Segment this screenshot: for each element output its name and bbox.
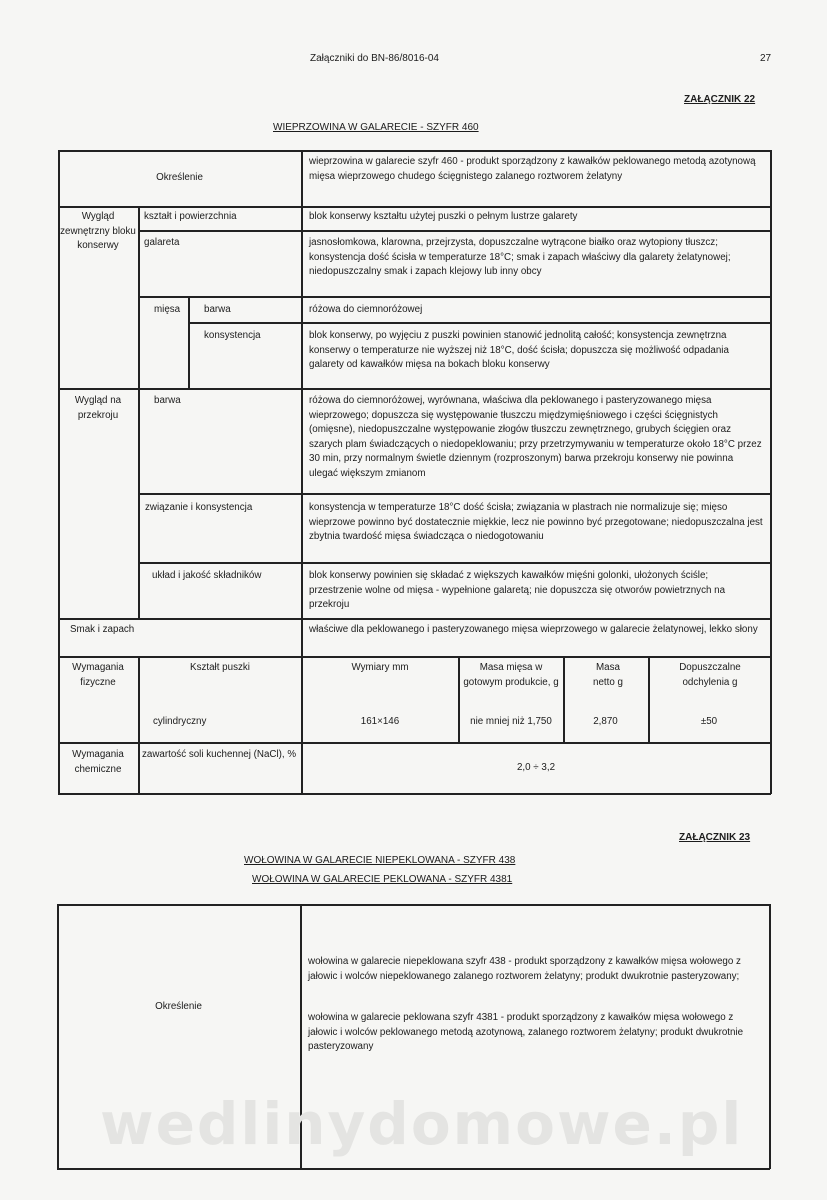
colour-text: różowa do ciemnoróżowej <box>309 304 423 315</box>
physical-cell-meat-mass: nie mniej niż 1,750 <box>470 716 552 727</box>
definition-label: Określenie <box>156 172 203 183</box>
shape-label: kształt i powierzchnia <box>144 211 237 222</box>
watermark: wedlinydomowe.pl <box>100 1090 744 1158</box>
annex-22-table <box>58 150 771 794</box>
consistency-text: blok konserwy, po wyjęciu z puszki powinien stanowić jednolitą całość; konsystencja zewnętrzna konserwy o temperaturze nie wyższej niż 18°C, dość ścisła; dopuszcza się możliwość odpadania galarety od kawałków mięsa na bokach bloku konserwy <box>309 330 729 370</box>
taste-text: właściwe dla peklowanego i pasteryzowanego mięsa wieprzowego w galarecie żelatynowej, lekko słony <box>309 624 758 635</box>
physical-cell-dimensions: 161×146 <box>360 716 400 727</box>
physical-header-shape: Kształt puszki <box>190 662 250 673</box>
consistency-label: konsystencja <box>204 330 261 341</box>
layout-label: układ i jakość składników <box>152 570 262 581</box>
document-reference: Załączniki do BN-86/8016-04 <box>310 53 439 64</box>
physical-cell-tolerance: ±50 <box>700 716 718 727</box>
definition-text: wieprzowina w galarecie szyfr 460 - produkt sporządzony z kawałków peklowanego metodą azotynową mięsa wieprzowego chudego ścięgnistego zalanego roztworem żelatyny <box>309 156 756 182</box>
annex-23-title-2: WOŁOWINA W GALARECIE PEKLOWANA - SZYFR 4381 <box>252 874 513 885</box>
annex-23-definition-p2: wołowina w galarecie peklowana szyfr 4381 - produkt sporządzony z kawałków mięsa wołowego z jałowic i wolców peklowanego metodą azotynową, zalanego roztworem żelatyny; produkt dwukrotnie pasteryzowany <box>308 1012 744 1052</box>
annex-23-definition-label: Określenie <box>155 1001 202 1012</box>
layout-text: blok konserwy powinien się składać z większych kawałków mięśni golonki, ułożonych ściśle; przestrzenie wolne od mięsa - wypełnione galaretą; nie dopuszcza się otworów powietrznych na przekroju <box>309 570 726 610</box>
cross-colour-text: różowa do ciemnoróżowej, wyrównana, właściwa dla peklowanego i pasteryzowanego mięsa wieprzowego; dopuszcza się występowanie tłuszczu międzymięśniowego i części ścięgnistych (omięsne), niedopuszczalne występowanie złogów tłuszczu zewnętrznego, grubych ścięgien oraz szarych plam świadczących o niedopeklowaniu; przy przetrzymywaniu w temperaturze około 18°C przez 30 min, przy normalnym świetle dziennym (rozproszonym) barwa przekroju konserwy nie powinna ulegać większym zmianom <box>309 395 762 479</box>
physical-header-dimensions: Wymiary mm <box>351 662 409 673</box>
annex-23-definition-p1: wołowina w galarecie niepeklowana szyfr 438 - produkt sporządzony z kawałków mięsa wołowego z jałowic i wolców niepeklowanego zalanego roztworem żelatyny; produkt dwukrotnie pasteryzowany; <box>308 956 741 982</box>
shape-text: blok konserwy kształtu użytej puszki o pełnym lustrze galarety <box>309 211 578 222</box>
chemical-label: Wymagania chemiczne <box>72 749 124 775</box>
chemical-param: zawartość soli kuchennej (NaCl), % <box>142 749 297 760</box>
annex-22-title: WIEPRZOWINA W GALARECIE - SZYFR 460 <box>273 122 479 133</box>
jelly-text: jasnosłomkowa, klarowna, przejrzysta, dopuszczalne wytrącone białko oraz wytopiony tłuszcz; konsystencja dość ścisła w temperaturze 18°C; smak i zapach właściwy dla galarety żelatynowej; niedopuszczalny smak i zapach klejowy lub inny obcy <box>309 237 731 277</box>
annex-22-label: ZAŁĄCZNIK 22 <box>684 94 756 105</box>
cross-section-label: Wygląd na przekroju <box>74 395 122 421</box>
binding-text: konsystencja w temperaturze 18°C dość ścisła; związania w plastrach nie normalizuje się; mięso wieprzowe powinno być dostatecznie miękkie, lecz nie powinno być przegotowane; niedopuszczalna jest zbytnia twardość mięsa świadcząca o niedogotowaniu <box>309 502 763 542</box>
physical-cell-shape: cylindryczny <box>153 716 207 727</box>
physical-cell-net-mass: 2,870 <box>593 716 618 727</box>
colour-label: barwa <box>204 304 231 315</box>
physical-header-meat-mass: Masa mięsa w gotowym produkcie, g <box>463 662 559 688</box>
jelly-label: galareta <box>144 237 180 248</box>
physical-label: Wymagania fizyczne <box>72 662 124 688</box>
taste-label: Smak i zapach <box>70 624 135 635</box>
appearance-label: Wygląd zewnętrzny bloku konserwy <box>60 211 136 251</box>
page-number: 27 <box>760 53 772 64</box>
annex-23-label: ZAŁĄCZNIK 23 <box>679 832 751 843</box>
chemical-value: 2,0 ÷ 3,2 <box>516 762 556 773</box>
cross-colour-label: barwa <box>154 395 181 406</box>
annex-23-title-1: WOŁOWINA W GALARECIE NIEPEKLOWANA - SZYFR 438 <box>244 855 516 866</box>
physical-header-tolerance: Dopuszczalne odchylenia g <box>679 662 741 688</box>
physical-header-net-mass: Masa netto g <box>593 662 623 688</box>
binding-label: związanie i konsystencja <box>145 502 253 513</box>
meat-label: mięsa <box>154 304 181 315</box>
